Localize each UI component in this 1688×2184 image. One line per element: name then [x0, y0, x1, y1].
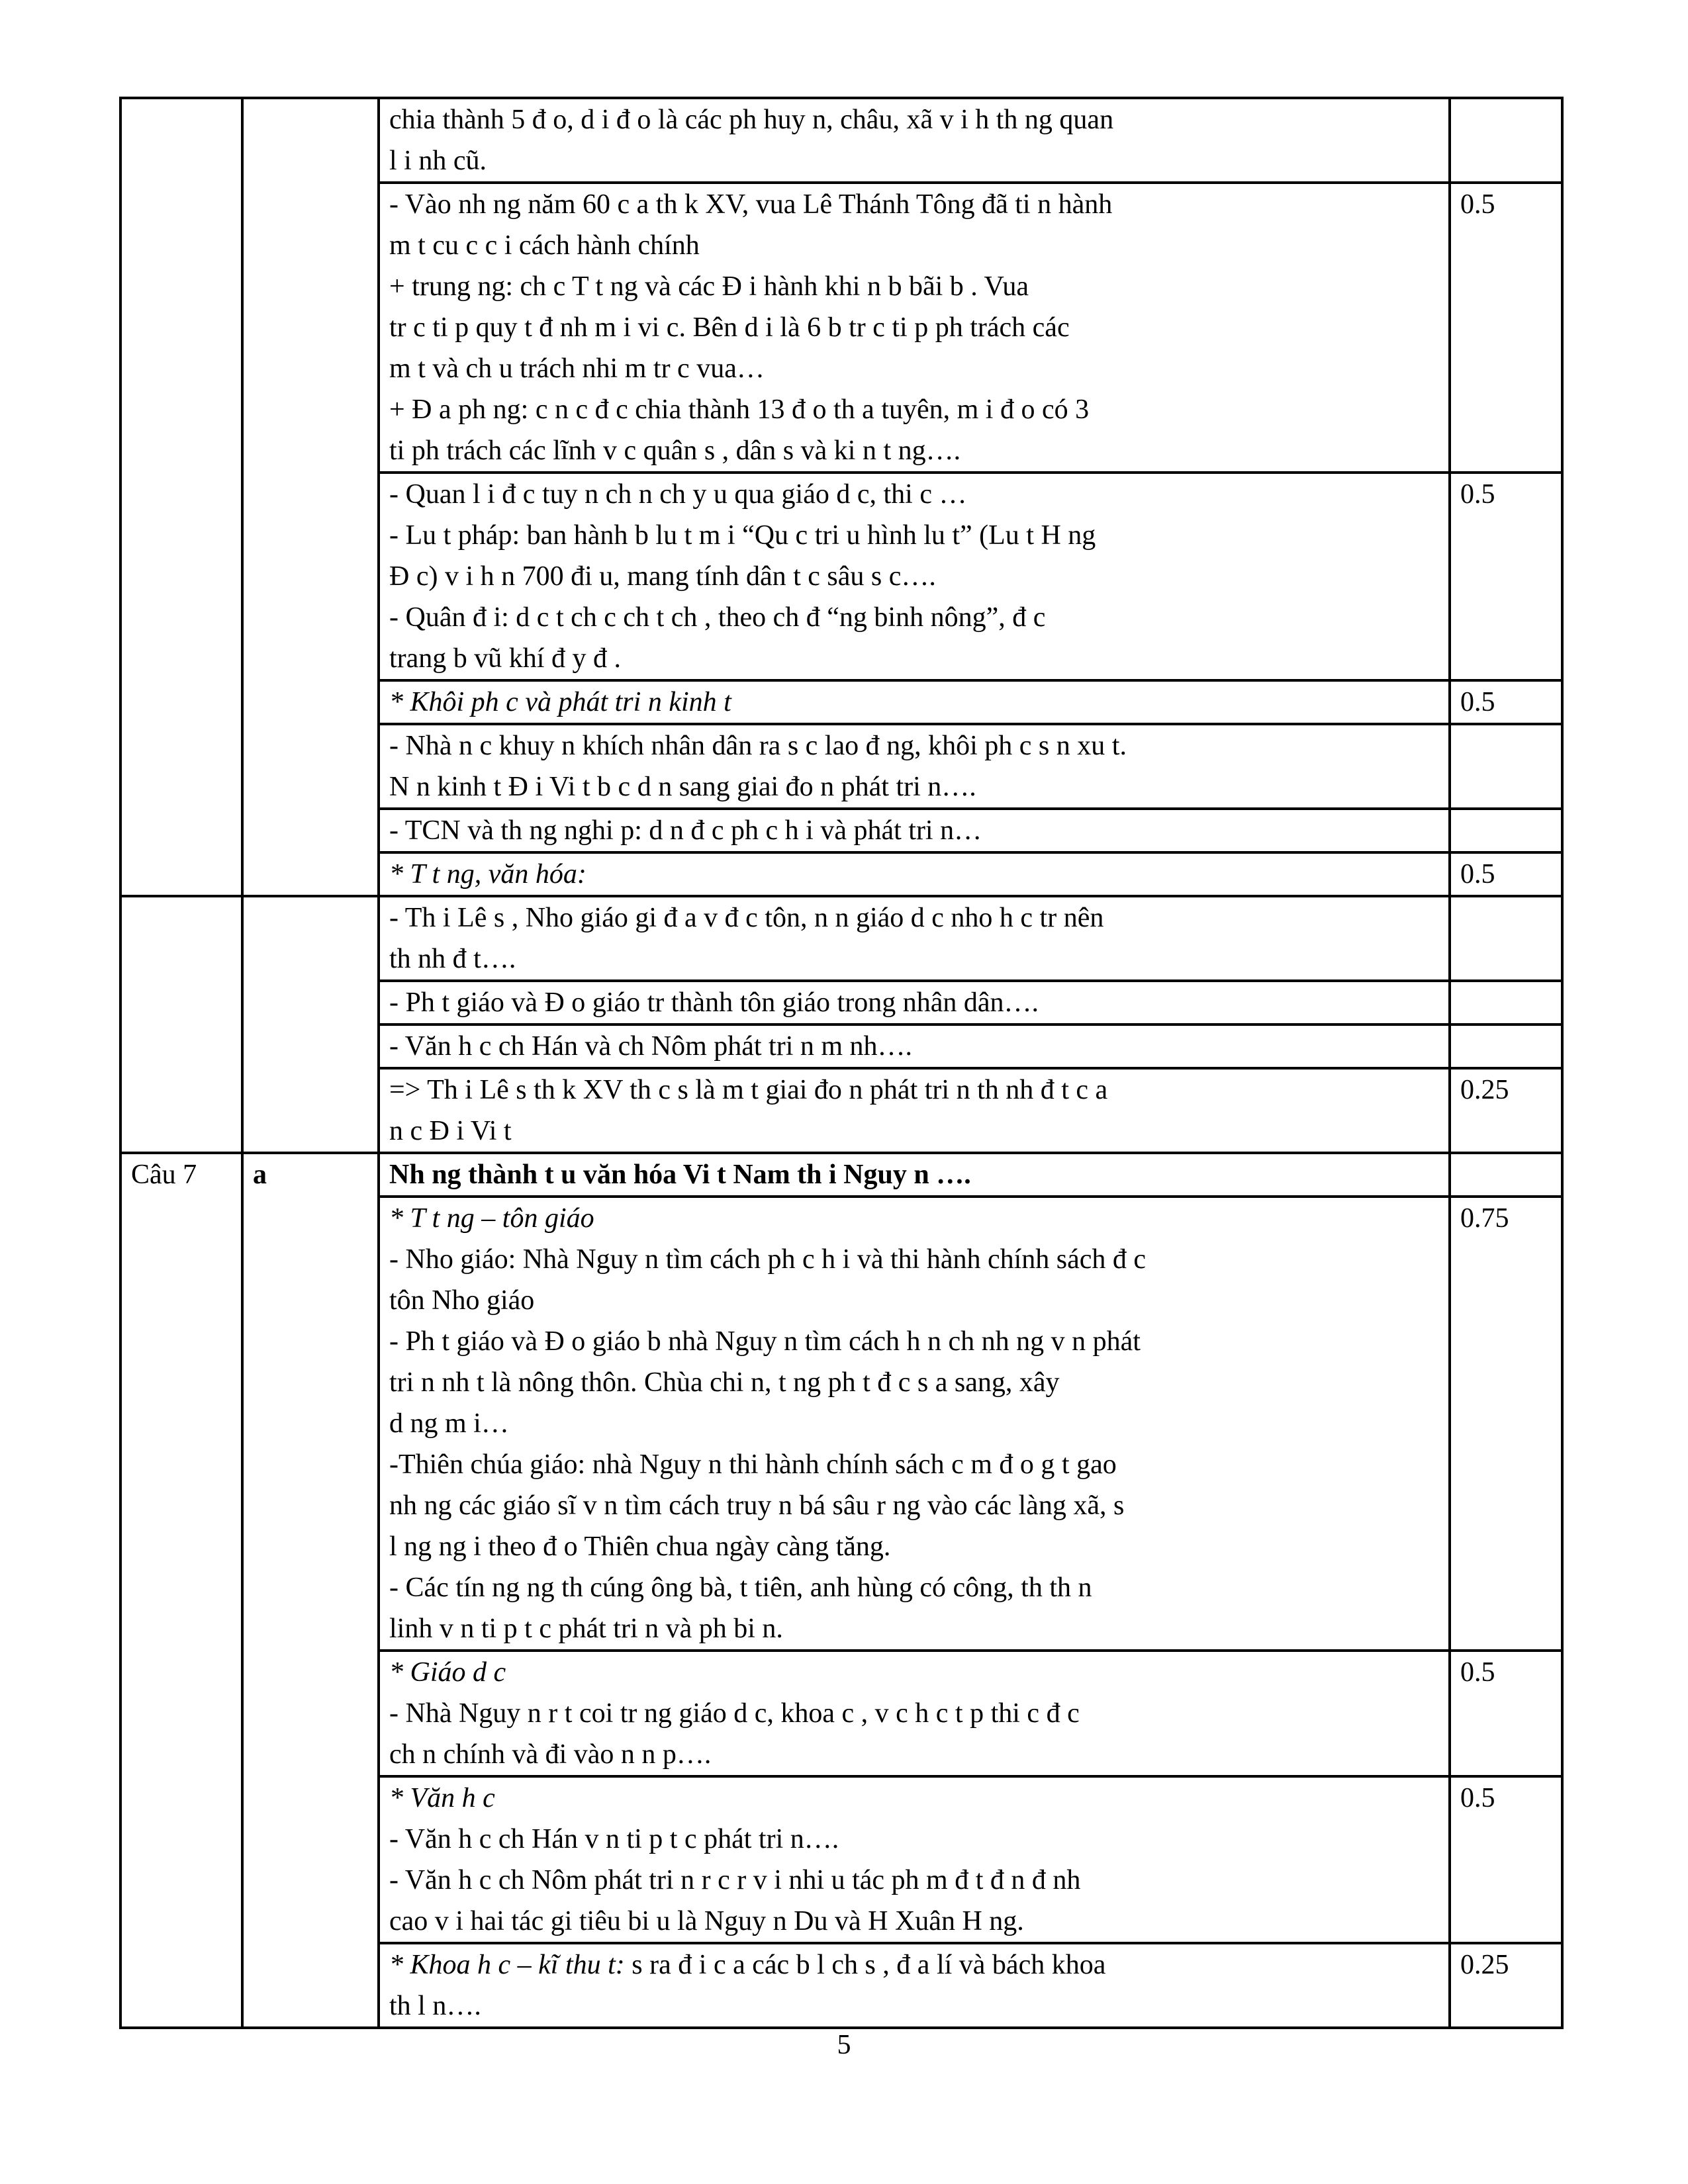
answer-content-cell	[379, 1651, 1450, 1776]
answer-line: - Quân đ i: d c t ch c ch t ch , theo ch đ “ng binh nông”, đ c	[389, 602, 1046, 633]
answer-line: ti ph trách các lĩnh v c quân s , dân s và ki n t ng….	[389, 435, 961, 466]
score-cell	[1450, 809, 1562, 852]
table-row	[120, 896, 1562, 981]
answer-line: N n kinh t Đ i Vi t b c d n sang giai đo n phát tri n….	[389, 772, 976, 802]
score-cell: 0.25	[1450, 1943, 1562, 2028]
score-cell: 0.5	[1450, 680, 1562, 724]
answer-content-cell	[379, 473, 1450, 680]
part-label: a	[253, 1160, 267, 1190]
answer-content-cell	[379, 680, 1450, 724]
answer-line: - Văn h c ch Hán và ch Nôm phát tri n m nh….	[389, 1031, 913, 1062]
score-cell: 0.75	[1450, 1197, 1562, 1651]
answer-line: - Quan l i đ c tuy n ch n ch y u qua giáo d c, thi c …	[389, 479, 967, 510]
section-heading: * T t ng, văn hóa:	[389, 859, 586, 889]
answer-line: + trung ng: ch c T t ng và các Đ i hành khi n b bãi b . Vua	[389, 271, 1029, 302]
score-cell	[1450, 896, 1562, 981]
score-cell: 0.5	[1450, 183, 1562, 473]
answer-line: - Ph t giáo và Đ o giáo tr thành tôn giáo trong nhân dân….	[389, 987, 1039, 1018]
answer-line: cao v i hai tác gi tiêu bi u là Nguy n Du và H Xuân H ng.	[389, 1906, 1024, 1936]
table-row	[120, 1153, 1562, 1197]
score-cell	[1450, 1153, 1562, 1197]
answer-content-cell	[379, 1153, 1450, 1197]
question-label: Câu 7	[131, 1160, 197, 1190]
score-cell	[1450, 724, 1562, 809]
score-cell: 0.5	[1450, 1651, 1562, 1776]
answer-line: ch n chính và đi vào n n p….	[389, 1739, 712, 1770]
answer-content-cell	[379, 1776, 1450, 1943]
answer-line: linh v n ti p t c phát tri n và ph bi n.	[389, 1614, 783, 1644]
answer-table	[119, 97, 1564, 2029]
answer-line: - Nho giáo: Nhà Nguy n tìm cách ph c h i và thi hành chính sách đ c	[389, 1244, 1147, 1275]
score-cell	[1450, 981, 1562, 1024]
answer-line: - Ph t giáo và Đ o giáo b nhà Nguy n tìm cách h n ch nh ng v n phát	[389, 1326, 1141, 1357]
answer-content-cell	[379, 809, 1450, 852]
blank-cell	[242, 896, 379, 1153]
answer-line: trang b vũ khí đ y đ .	[389, 643, 621, 674]
answer-line: - Văn h c ch Nôm phát tri n r c r v i nhi u tác ph m đ t đ n đ nh	[389, 1865, 1081, 1895]
answer-line: - Nhà Nguy n r t coi tr ng giáo d c, khoa c , v c h c t p thi c đ c	[389, 1698, 1080, 1729]
blank-cell	[120, 98, 242, 896]
score-cell: 0.25	[1450, 1068, 1562, 1153]
answer-line: m t cu c c i cách hành chính	[389, 230, 700, 261]
answer-content-cell	[379, 1197, 1450, 1651]
answer-line	[389, 1944, 1439, 1985]
score-cell	[1450, 1024, 1562, 1068]
answer-line: - Th i Lê s , Nho giáo gi đ a v đ c tôn, n n giáo d c nho h c tr nên	[389, 903, 1104, 933]
answer-content-cell	[379, 98, 1450, 183]
answer-line: tri n nh t là nông thôn. Chùa chi n, t ng ph t đ c s a sang, xây	[389, 1367, 1060, 1398]
table-row	[120, 98, 1562, 183]
answer-content-cell	[379, 981, 1450, 1024]
answer-content-cell	[379, 183, 1450, 473]
answer-line: n c Đ i Vi t	[389, 1116, 512, 1146]
answer-line: - Lu t pháp: ban hành b lu t m i “Qu c tri u hình lu t” (Lu t H ng	[389, 520, 1096, 551]
answer-line: th nh đ t….	[389, 944, 516, 974]
section-heading: * Văn h c	[389, 1783, 495, 1813]
answer-line: tôn Nho giáo	[389, 1285, 535, 1316]
score-cell: 0.5	[1450, 473, 1562, 680]
answer-line: - TCN và th ng nghi p: d n đ c ph c h i và phát tri n…	[389, 815, 982, 846]
answer-content-cell	[379, 1024, 1450, 1068]
answer-text: s ra đ i c a các b l ch s , đ a lí và bách khoa	[624, 1950, 1106, 1980]
answer-line: => Th i Lê s th k XV th c s là m t giai đo n phát tri n th nh đ t c a	[389, 1075, 1108, 1105]
score-cell: 0.5	[1450, 1776, 1562, 1943]
score-cell: 0.5	[1450, 852, 1562, 896]
answer-line: m t và ch u trách nhi m tr c vua…	[389, 353, 765, 384]
part-label-cell	[242, 1153, 379, 2028]
answer-content-cell	[379, 852, 1450, 896]
answer-line: nh ng các giáo sĩ v n tìm cách truy n bá sâu r ng vào các làng xã, s	[389, 1490, 1125, 1521]
blank-cell	[120, 896, 242, 1153]
answer-content-cell	[379, 1068, 1450, 1153]
answer-line: - Các tín ng ng th cúng ông bà, t tiên, anh hùng có công, th th n	[389, 1572, 1092, 1603]
answer-line: -Thiên chúa giáo: nhà Nguy n thi hành chính sách c m đ o g t gao	[389, 1449, 1117, 1480]
answer-line: - Nhà n c khuy n khích nhân dân ra s c lao đ ng, khôi ph c s n xu t.	[389, 731, 1127, 761]
section-heading: * T t ng – tôn giáo	[389, 1203, 594, 1234]
answer-line: d ng m i…	[389, 1408, 509, 1439]
answer-line: tr c ti p quy t đ nh m i vi c. Bên d i là 6 b tr c ti p ph trách các	[389, 312, 1070, 343]
section-heading: * Giáo d c	[389, 1657, 506, 1688]
answer-line: - Vào nh ng năm 60 c a th k XV, vua Lê Thánh Tông đã ti n hành	[389, 189, 1113, 220]
answer-line: + Đ a ph ng: c n c đ c chia thành 13 đ o th a tuyên, m i đ o có 3	[389, 394, 1090, 425]
answer-content-cell	[379, 724, 1450, 809]
answer-line: Đ c) v i h n 700 đi u, mang tính dân t c sâu s c….	[389, 561, 936, 592]
answer-content-cell	[379, 896, 1450, 981]
question-label-cell	[120, 1153, 242, 2028]
answer-content-cell	[379, 1943, 1450, 2028]
section-heading: * Khôi ph c và phát tri n kinh t	[389, 687, 731, 717]
section-heading: * Khoa h c – kĩ thu t:	[389, 1950, 625, 1980]
score-cell	[1450, 98, 1562, 183]
question-title: Nh ng thành t u văn hóa Vi t Nam th i Nguy n ….	[389, 1160, 971, 1190]
answer-line: l ng ng i theo đ o Thiên chua ngày càng tăng.	[389, 1531, 891, 1562]
answer-line: l i nh cũ.	[389, 146, 487, 176]
answer-line: - Văn h c ch Hán v n ti p t c phát tri n….	[389, 1824, 839, 1854]
answer-line: th l n….	[389, 1991, 481, 2021]
page-number: 5	[837, 2030, 851, 2060]
answer-line: chia thành 5 đ o, d i đ o là các ph huy n, châu, xã v i h th ng quan	[389, 105, 1114, 135]
blank-cell	[242, 98, 379, 896]
